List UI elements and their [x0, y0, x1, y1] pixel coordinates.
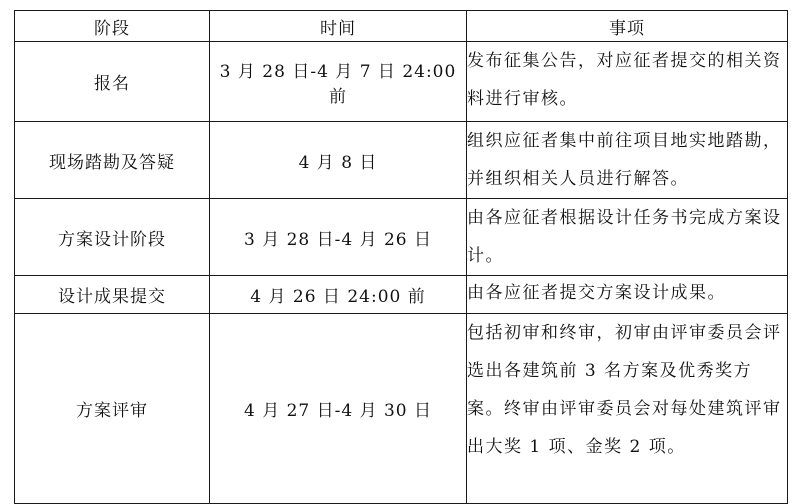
- table-row: [15, 199, 788, 276]
- cell-phase: 方案设计阶段: [15, 199, 210, 276]
- cell-phase: 方案评审: [15, 314, 210, 504]
- table-row: [15, 122, 788, 199]
- cell-matter: 发布征集公告，对应征者提交的相关资料进行审核。: [467, 42, 788, 122]
- header-phase: 阶段: [15, 11, 210, 42]
- cell-time: 3 月 28 日-4 月 26 日: [210, 199, 467, 276]
- header-time: 时间: [210, 11, 467, 42]
- cell-time: 3 月 28 日-4 月 7 日 24:00 前: [210, 42, 467, 122]
- cell-phase: 报名: [15, 42, 210, 122]
- table-row: [15, 42, 788, 122]
- cell-matter: 由各应征者提交方案设计成果。: [467, 276, 788, 314]
- cell-time: 4 月 27 日-4 月 30 日: [210, 314, 467, 504]
- schedule-table: [14, 10, 788, 504]
- cell-time: 4 月 26 日 24:00 前: [210, 276, 467, 314]
- table-row: [15, 314, 788, 504]
- cell-matter: 由各应征者根据设计任务书完成方案设计。: [467, 199, 788, 276]
- cell-matter: 组织应征者集中前往项目地实地踏勘，并组织相关人员进行解答。: [467, 122, 788, 199]
- header-matter: 事项: [467, 11, 788, 42]
- table-row: [15, 276, 788, 314]
- table-header-row: [15, 11, 788, 42]
- cell-time: 4 月 8 日: [210, 122, 467, 199]
- cell-matter: 包括初审和终审，初审由评审委员会评选出各建筑前 3 名方案及优秀奖方案。终审由评审委员会对每处建筑评审出大奖 1 项、金奖 2 项。: [467, 314, 788, 504]
- cell-phase: 现场踏勘及答疑: [15, 122, 210, 199]
- cell-phase: 设计成果提交: [15, 276, 210, 314]
